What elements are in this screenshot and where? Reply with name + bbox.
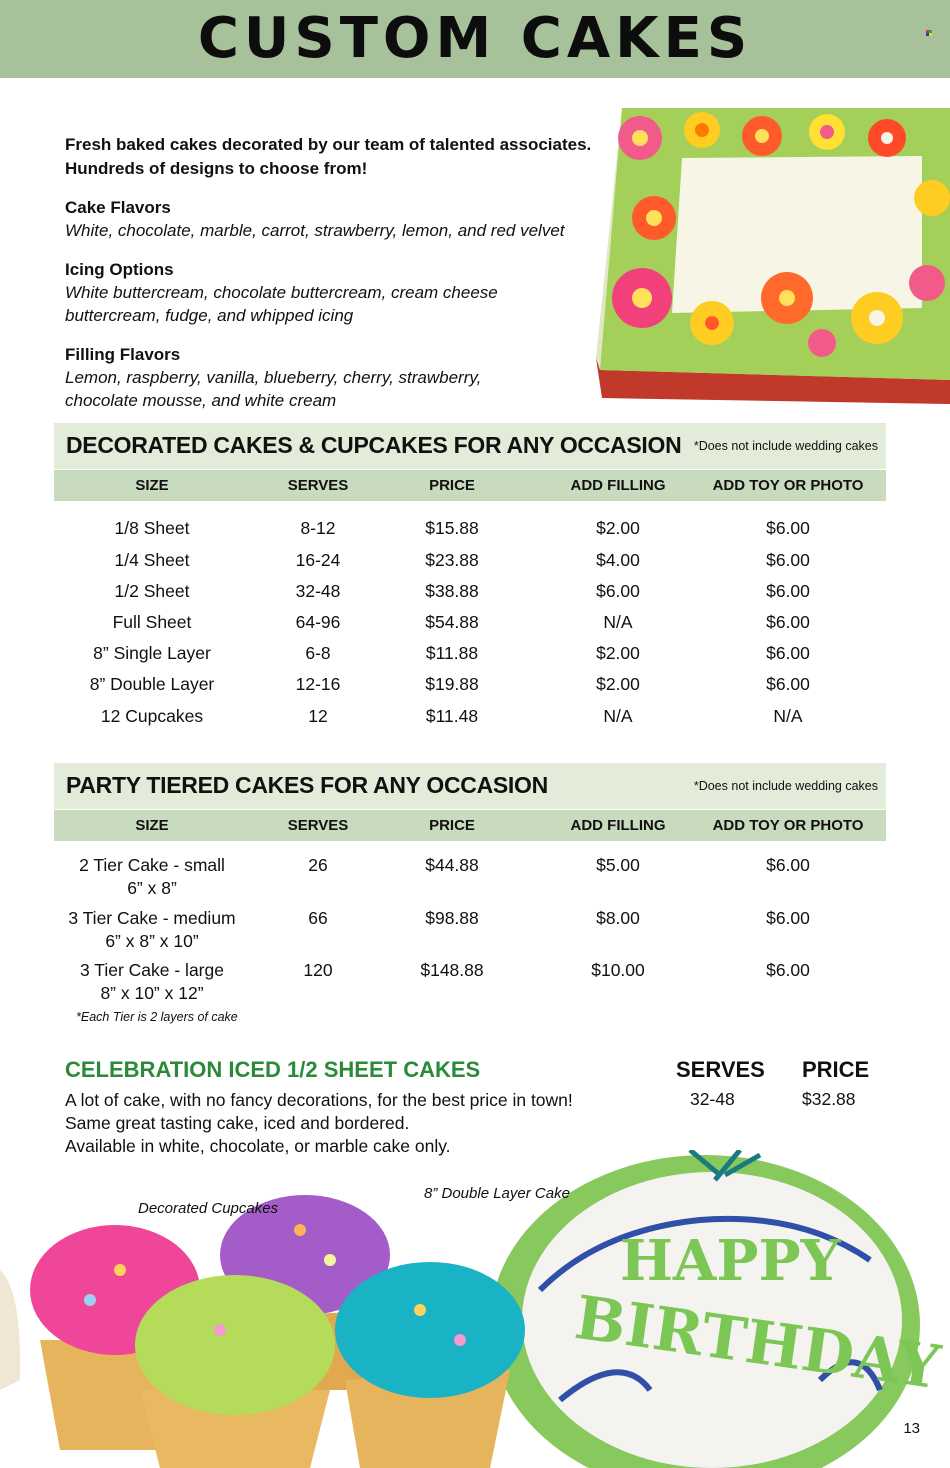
row-size xyxy=(52,907,252,953)
col-add-toy-or-photo: ADD TOY OR PHOTO xyxy=(712,477,864,494)
col-serves: SERVES xyxy=(287,817,349,834)
col-add-filling: ADD FILLING xyxy=(570,817,666,834)
cake-flavors-section xyxy=(65,196,605,242)
row-size xyxy=(52,854,252,900)
tiered-cakes-title: PARTY TIERED CAKES FOR ANY OCCASION xyxy=(66,772,548,798)
tiered-cakes-header-row xyxy=(54,810,886,841)
celebration-line-2: Same great tasting cake, iced and bordered. xyxy=(65,1113,410,1133)
filling-flavors-heading: Filling Flavors xyxy=(65,345,181,364)
icing-options-list: White buttercream, chocolate buttercream, cream cheese buttercream, fudge, and whipped icing xyxy=(65,283,498,325)
col-add-filling: ADD FILLING xyxy=(570,477,666,494)
row-serves: 120 xyxy=(303,960,333,980)
celebration-serves-label: SERVES xyxy=(676,1057,765,1082)
corner-logo-icon xyxy=(926,30,932,36)
col-serves: SERVES xyxy=(287,477,349,494)
row-add-toy: $6.00 xyxy=(766,612,810,632)
row-price: $23.88 xyxy=(425,550,479,570)
row-add-toy: $6.00 xyxy=(766,581,810,601)
row-price: $38.88 xyxy=(425,581,479,601)
col-price: PRICE xyxy=(429,477,475,494)
row-size: 1/8 Sheet xyxy=(114,518,190,538)
col-add-toy-or-photo: ADD TOY OR PHOTO xyxy=(712,817,864,834)
double-layer-caption: 8” Double Layer Cake xyxy=(424,1185,570,1202)
celebration-price-label: PRICE xyxy=(802,1057,870,1082)
decorated-cakes-note: *Does not include wedding cakes xyxy=(693,439,878,453)
row-serves: 16-24 xyxy=(295,550,341,570)
row-add-toy: $6.00 xyxy=(766,674,810,694)
row-serves: 32-48 xyxy=(295,581,341,601)
row-add-filling: $5.00 xyxy=(596,855,640,875)
row-size: 1/2 Sheet xyxy=(114,581,190,601)
cupcakes-caption: Decorated Cupcakes xyxy=(138,1200,279,1217)
row-add-filling: $4.00 xyxy=(596,550,640,570)
col-size: SIZE xyxy=(135,477,169,494)
row-add-toy: $6.00 xyxy=(766,518,810,538)
row-size: 8” Double Layer xyxy=(89,674,215,694)
row-add-filling: $10.00 xyxy=(591,960,645,980)
tier-size-label: 3 Tier Cake - large xyxy=(80,960,224,980)
row-size xyxy=(52,959,252,1005)
row-add-filling: $2.00 xyxy=(596,518,640,538)
celebration-price: $32.88 xyxy=(802,1089,856,1109)
celebration-serves: 32-48 xyxy=(690,1089,735,1109)
tiered-cakes-note: *Does not include wedding cakes xyxy=(693,779,878,793)
decorated-cakes-title-bar xyxy=(54,423,886,469)
row-add-toy: $6.00 xyxy=(766,960,810,980)
intro-line-1: Fresh baked cakes decorated by our team of talented associates. xyxy=(65,135,592,154)
tier-dimensions: 6” x 8” xyxy=(127,878,177,898)
row-serves: 64-96 xyxy=(295,612,341,632)
celebration-line-3: Available in white, chocolate, or marble cake only. xyxy=(65,1136,451,1156)
row-serves: 12-16 xyxy=(295,674,341,694)
tier-footnote: *Each Tier is 2 layers of cake xyxy=(76,1010,238,1024)
row-size: Full Sheet xyxy=(112,612,192,632)
celebration-description xyxy=(65,1089,573,1158)
row-serves: 12 xyxy=(308,706,328,726)
row-price: $98.88 xyxy=(425,908,479,928)
decorated-cakes-header-row xyxy=(54,470,886,501)
tier-dimensions: 8” x 10” x 12” xyxy=(100,983,204,1003)
cake-writing-happy: HAPPY xyxy=(620,1228,841,1294)
row-add-filling: $2.00 xyxy=(596,674,640,694)
filling-flavors-section xyxy=(65,343,605,412)
row-add-filling: $2.00 xyxy=(596,643,640,663)
row-serves: 26 xyxy=(308,855,328,875)
filling-flavors-list: Lemon, raspberry, vanilla, blueberry, cherry, strawberry, chocolate mousse, and white cream xyxy=(65,368,482,410)
row-serves: 6-8 xyxy=(305,643,331,663)
row-add-filling: N/A xyxy=(603,706,633,726)
cake-flavors-list: White, chocolate, marble, carrot, strawberry, lemon, and red velvet xyxy=(65,221,565,240)
intro-text xyxy=(65,133,605,181)
title-banner xyxy=(0,0,950,78)
col-size: SIZE xyxy=(135,817,169,834)
row-add-toy: $6.00 xyxy=(766,908,810,928)
cake-writing-birthday: BIRTHDAY xyxy=(570,1282,945,1404)
intro-line-2: Hundreds of designs to choose from! xyxy=(65,159,368,178)
tier-size-label: 3 Tier Cake - medium xyxy=(68,908,236,928)
celebration-line-1: A lot of cake, with no fancy decorations, for the best price in town! xyxy=(65,1090,573,1110)
row-serves: 8-12 xyxy=(300,518,336,538)
icing-options-section xyxy=(65,258,605,327)
row-price: $148.88 xyxy=(420,960,484,980)
row-price: $15.88 xyxy=(425,518,479,538)
celebration-title: CELEBRATION ICED 1/2 SHEET CAKES xyxy=(65,1057,481,1082)
row-add-filling: $6.00 xyxy=(596,581,640,601)
icing-options-heading: Icing Options xyxy=(65,260,174,279)
row-size: 12 Cupcakes xyxy=(100,706,204,726)
row-serves: 66 xyxy=(308,908,328,928)
row-add-filling: $8.00 xyxy=(596,908,640,928)
tier-dimensions: 6” x 8” x 10” xyxy=(105,931,199,951)
row-price: $19.88 xyxy=(425,674,479,694)
decorated-cakes-title: DECORATED CAKES & CUPCAKES FOR ANY OCCASION xyxy=(66,432,682,458)
page-title: CUSTOM CAKES xyxy=(197,6,753,71)
row-add-toy: $6.00 xyxy=(766,855,810,875)
page-number: 13 xyxy=(903,1420,920,1437)
tier-size-label: 2 Tier Cake - small xyxy=(79,855,225,875)
row-add-toy: $6.00 xyxy=(766,550,810,570)
row-add-toy: N/A xyxy=(773,706,803,726)
row-price: $44.88 xyxy=(425,855,479,875)
row-price: $11.88 xyxy=(425,643,479,663)
row-size: 1/4 Sheet xyxy=(114,550,190,570)
flower-sheet-cake-image xyxy=(592,108,950,404)
cake-flavors-heading: Cake Flavors xyxy=(65,198,171,217)
row-price: $11.48 xyxy=(425,706,479,726)
row-size: 8” Single Layer xyxy=(93,643,211,663)
col-price: PRICE xyxy=(429,817,475,834)
row-price: $54.88 xyxy=(425,612,479,632)
tiered-cakes-title-bar xyxy=(54,763,886,809)
row-add-toy: $6.00 xyxy=(766,643,810,663)
row-add-filling: N/A xyxy=(603,612,633,632)
